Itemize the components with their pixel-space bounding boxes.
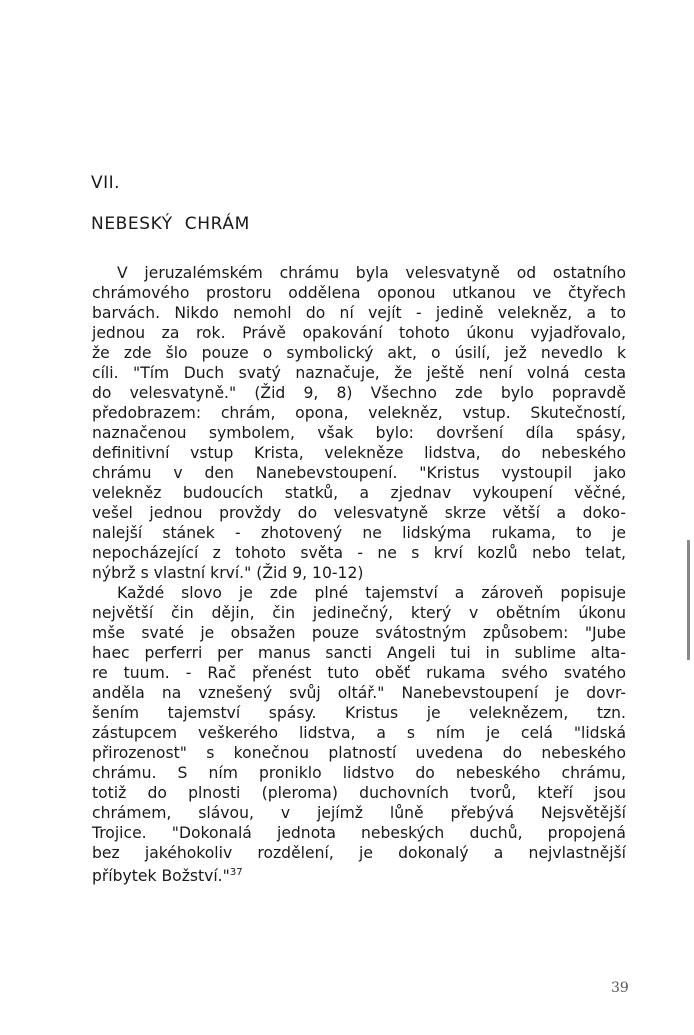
text-line: chrámového prostoru oddělena oponou utkanou ve čtyřech [92, 284, 626, 302]
text-line: nalejší stánek - zhotovený ne lidskýma rukama, to je [92, 524, 626, 542]
text-line: do velesvatyně." (Žid 9, 8) Všechno zde bylo popravdě [92, 384, 626, 402]
text-line: chrámu v den Nanebevstoupení. "Kristus vystoupil jako [92, 464, 626, 482]
text-line: předobrazem: chrám, opona, velekněz, vstup. Skutečností, [92, 404, 626, 422]
text-line: V jeruzalémském chrámu byla velesvatyně od ostatního [117, 264, 626, 282]
text-line: vešel jednou provždy do velesvatyně skrze větší a doko- [92, 504, 626, 522]
chapter-title: NEBESKÝ CHRÁM [91, 214, 250, 234]
text-line: největší čin dějin, čin jedinečný, který v obětním úkonu [92, 604, 626, 622]
text-line: přirozenost" s konečnou platností uvedena do nebeského [92, 744, 626, 762]
text-line: definitivní vstup Krista, velekněze lidstva, do nebeského [92, 444, 626, 462]
text-line: velekněz budoucích statků, a zjednav vykoupení věčné, [92, 484, 626, 502]
text-line: haec perferri per manus sancti Angeli tui in sublime alta- [92, 644, 626, 662]
text-line: chrámu. S ním proniklo lidstvo do nebeského chrámu, [92, 764, 626, 782]
text-line: zástupcem veškerého lidstva, a s ním je celá "lidská [92, 724, 626, 742]
text-line: nýbrž s vlastní krví." (Žid 9, 10-12) [92, 564, 364, 582]
text-line: chrámem, slávou, v jejímž lůně přebývá Nejsvětější [92, 804, 626, 822]
text-line: šením tajemství spásy. Kristus je veleknězem, tzn. [92, 704, 626, 722]
page-number: 39 [611, 980, 629, 996]
text-line: jednou za rok. Právě opakování tohoto úkonu vyjadřovalo, [92, 324, 626, 342]
chapter-number: VII. [91, 173, 121, 193]
text-line: anděla na vznešený svůj oltář." Nanebevstoupení je dovr- [92, 684, 626, 702]
text-line: Každé slovo je zde plné tajemství a zároveň popisuje [117, 584, 626, 602]
text-line: totiž do plnosti (pleroma) duchovních tvorů, kteří jsou [92, 784, 626, 802]
text-line: re tuum. - Rač přenést tuto oběť rukama svého svatého [92, 664, 626, 682]
text-line: naznačenou symbolem, však bylo: dovršení díla spásy, [92, 424, 626, 442]
footnote-marker: 37 [229, 867, 243, 878]
text-line [92, 863, 626, 886]
text-line: Trojice. "Dokonalá jednota nebeských duchů, propojená [92, 824, 626, 842]
scan-edge-mark [687, 540, 690, 660]
text-line: cíli. "Tím Duch svatý naznačuje, že ještě není volná cesta [92, 364, 626, 382]
text-line: že zde šlo pouze o symbolický akt, o úsilí, jež nevedlo k [92, 344, 626, 362]
text-line: mše svaté je obsažen pouze svátostným způsobem: "Jube [92, 624, 626, 642]
final-line-text: příbytek Božství." [92, 867, 230, 885]
text-line: bez jakéhokoliv rozdělení, je dokonalý a nejvlastnější [92, 844, 626, 862]
text-line: nepocházející z tohoto světa - ne s krví kozlů nebo telat, [92, 544, 626, 562]
text-line: barvách. Nikdo nemohl do ní vejít - jedině velekněz, a to [92, 304, 626, 322]
